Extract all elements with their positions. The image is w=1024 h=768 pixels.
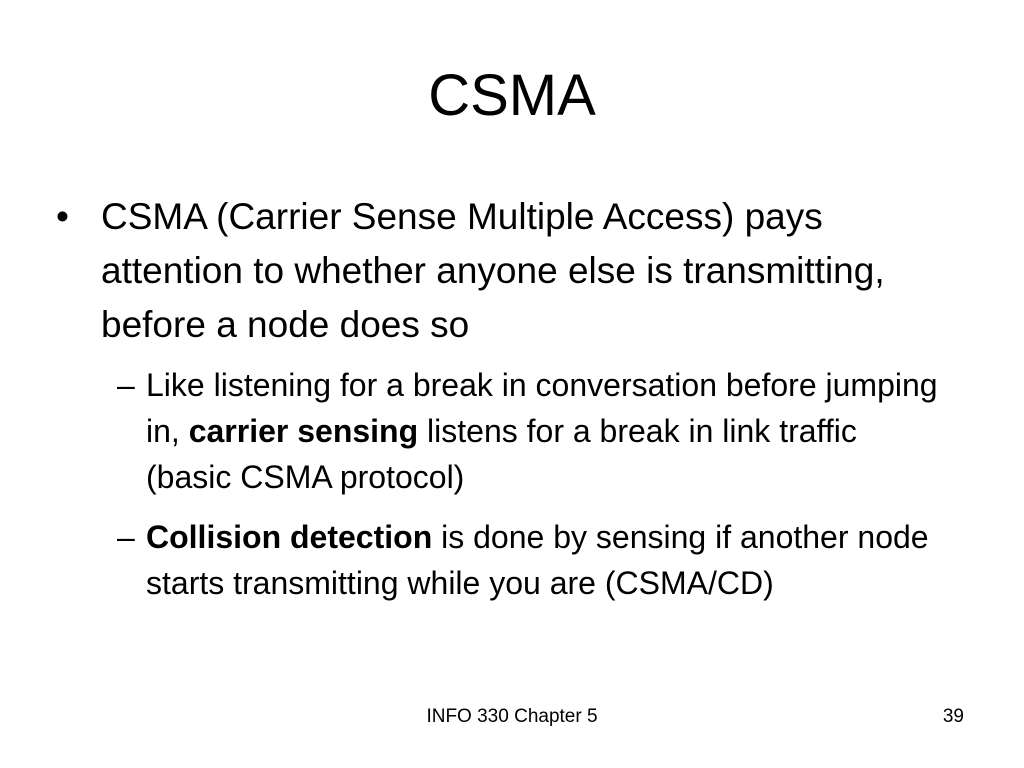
slide-title: CSMA xyxy=(428,63,596,128)
page-number: 39 xyxy=(942,706,964,727)
sub-bullet-marker: – xyxy=(117,367,135,403)
sub2-text-after: is done by sensing if another node starts transmitting while you are (CSMA/CD) xyxy=(146,519,929,601)
sub-bullet-text xyxy=(146,362,947,500)
sub2-bold-term: Collision detection xyxy=(146,519,433,555)
sub1-bold-term: carrier sensing xyxy=(188,413,419,449)
footer-text: INFO 330 Chapter 5 xyxy=(426,706,598,727)
sub-bullet-text xyxy=(146,514,947,606)
main-bullet xyxy=(56,190,936,352)
sub-bullet-marker: – xyxy=(117,519,135,555)
sub1-text-before: Like listening for a break in conversation before jumping in, xyxy=(146,367,938,449)
sub-bullet-carrier-sensing xyxy=(117,362,947,500)
main-bullet-text: CSMA (Carrier Sense Multiple Access) pays attention to whether anyone else is transmitting, before a node does so xyxy=(101,196,885,345)
bullet-marker: • xyxy=(56,196,69,237)
sub1-text-after: listens for a break in link traffic (basic CSMA protocol) xyxy=(146,413,857,495)
sub-bullet-collision-detection xyxy=(117,514,947,606)
